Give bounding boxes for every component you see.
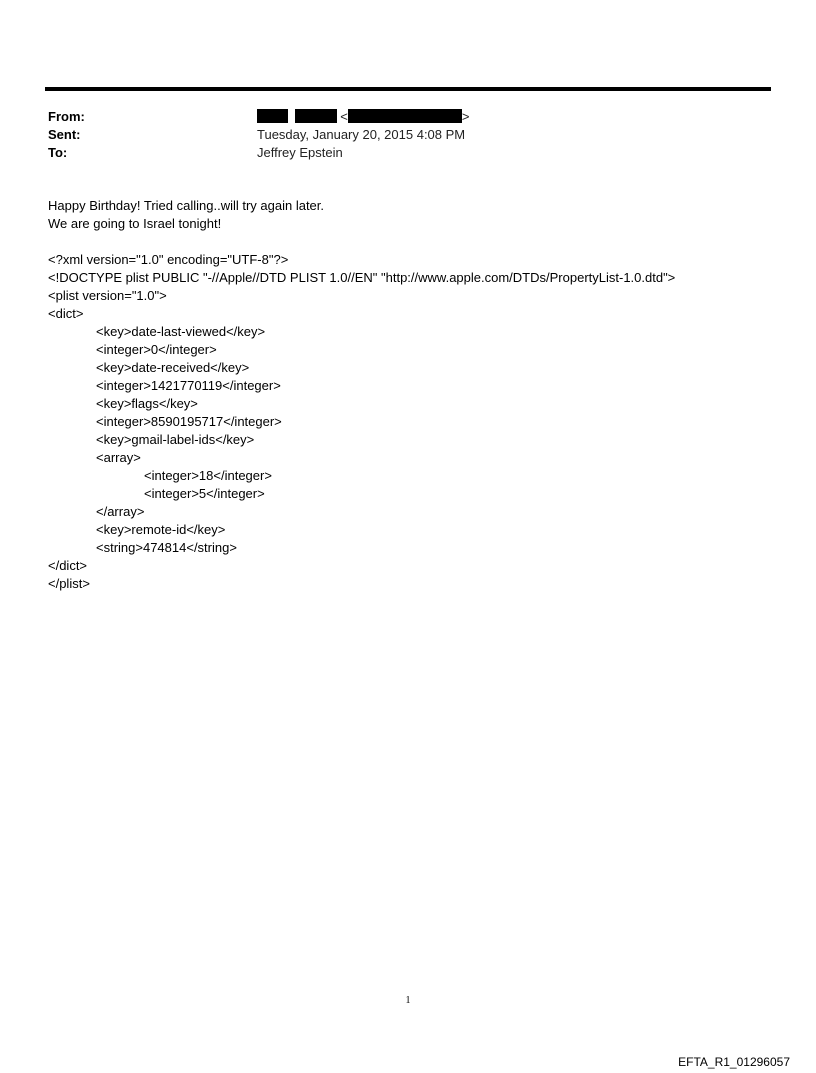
email-header <box>48 108 748 162</box>
message-line: We are going to Israel tonight! <box>48 216 222 231</box>
xml-line: <?xml version="1.0" encoding="UTF-8"?> <box>48 252 289 267</box>
xml-line: <key>remote-id</key> <box>96 522 226 537</box>
to-value: Jeffrey Epstein <box>257 145 343 160</box>
redaction-box <box>295 109 337 123</box>
xml-line: </array> <box>96 504 145 519</box>
sent-label: Sent: <box>48 127 81 142</box>
xml-line: <dict> <box>48 306 84 321</box>
xml-line: <key>gmail-label-ids</key> <box>96 432 255 447</box>
xml-line: <integer>1421770119</integer> <box>96 378 281 393</box>
xml-line: </dict> <box>48 558 88 573</box>
xml-line: <key>date-received</key> <box>96 360 250 375</box>
sent-row <box>48 126 748 144</box>
header-rule <box>45 87 771 91</box>
from-row <box>48 108 748 126</box>
xml-line: <string>474814</string> <box>96 540 237 555</box>
xml-line: </plist> <box>48 576 90 591</box>
from-gt: > <box>461 109 470 124</box>
sent-value: Tuesday, January 20, 2015 4:08 PM <box>257 127 466 142</box>
xml-line: <integer>5</integer> <box>144 486 265 501</box>
to-label: To: <box>48 145 68 160</box>
xml-line: <key>date-last-viewed</key> <box>96 324 266 339</box>
to-row <box>48 144 748 162</box>
xml-line: <key>flags</key> <box>96 396 198 411</box>
from-lt: < <box>340 109 348 124</box>
xml-line: <plist version="1.0"> <box>48 288 167 303</box>
document-id: EFTA_R1_01296057 <box>678 1055 790 1069</box>
page-number: 1 <box>405 995 411 1006</box>
from-value <box>257 108 469 126</box>
redaction-box <box>348 109 462 123</box>
redaction-box <box>257 109 288 123</box>
xml-line: <integer>8590195717</integer> <box>96 414 282 429</box>
xml-line: <array> <box>96 450 141 465</box>
message-line: Happy Birthday! Tried calling..will try again later. <box>48 198 325 213</box>
xml-line: <integer>0</integer> <box>96 342 217 357</box>
xml-line: <!DOCTYPE plist PUBLIC "-//Apple//DTD PLIST 1.0//EN" "http://www.apple.com/DTDs/PropertyList-1.0.dtd"> <box>48 270 676 285</box>
xml-line: <integer>18</integer> <box>144 468 272 483</box>
xml-block <box>48 251 675 593</box>
from-label: From: <box>48 109 85 124</box>
message-body <box>48 197 324 233</box>
